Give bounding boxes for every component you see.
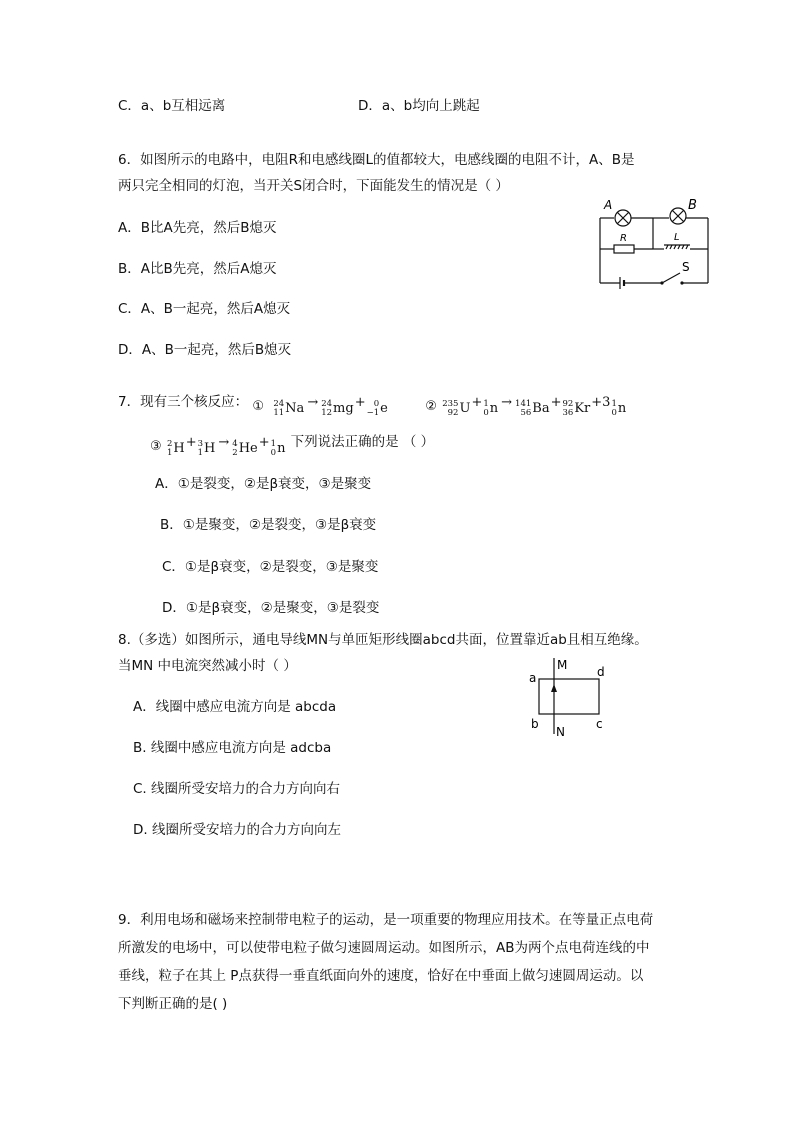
q8-option-d: D. 线圈所受安培力的合力方向向左 bbox=[133, 822, 341, 838]
q5-option-c: C．a、b互相远离 bbox=[118, 98, 226, 114]
q6-option-b: B．A比B先亮，然后A熄灭 bbox=[118, 261, 277, 277]
q6-fig-label-a: A bbox=[604, 198, 613, 212]
q6-fig-label-b: B bbox=[688, 198, 697, 213]
q9-stem-line-4: 下判断正确的是( ) bbox=[118, 996, 228, 1012]
q6-stem-line-2: 两只完全相同的灯泡，当开关S闭合时，下面能发生的情况是（ ） bbox=[118, 178, 509, 194]
q8-fig-label-m: M bbox=[557, 658, 568, 672]
q6-option-d: D．A、B一起亮，然后B熄灭 bbox=[118, 342, 292, 358]
q7-marker-3: ③ bbox=[150, 439, 162, 454]
q5-option-d: D．a、b均向上跳起 bbox=[358, 98, 480, 114]
q7-intro: 7．现有三个核反应： bbox=[118, 394, 249, 410]
q7-option-b: B．①是聚变，②是裂变，③是β衰变 bbox=[160, 517, 377, 533]
q8-option-b: B. 线圈中感应电流方向是 adcba bbox=[133, 740, 332, 756]
q8-fig-label-b: b bbox=[531, 717, 539, 731]
q8-stem-line-1: 8.（多选）如图所示，通电导线MN与单匝矩形线圈abcd共面，位置靠近ab且相互绝缘。 bbox=[118, 632, 648, 648]
q8-fig-label-d: d bbox=[597, 665, 605, 679]
q7-reaction-3-line bbox=[150, 430, 434, 461]
q8-fig-label-n: N bbox=[556, 725, 565, 739]
q7-option-c: C．①是β衰变，②是裂变，③是聚变 bbox=[162, 559, 379, 575]
q6-fig-label-s: S bbox=[682, 260, 690, 274]
q6-option-c: C．A、B一起亮，然后A熄灭 bbox=[118, 301, 291, 317]
q7-question-tail: 下列说法正确的是 （ ） bbox=[290, 434, 435, 450]
q7-reaction-2: 235 92 U + 1 0 n → 141 56 Ba + 92 36 Kr +3 1 0 n bbox=[442, 395, 627, 418]
q6-fig-label-r: R bbox=[620, 233, 627, 244]
q6-stem-line-1: 6．如图所示的电路中，电阻R和电感线圈L的值都较大，电感线圈的电阻不计，A、B是 bbox=[118, 152, 635, 168]
q6-circuit-diagram bbox=[590, 195, 720, 295]
q9-stem-line-1: 9．利用电场和磁场来控制带电粒子的运动，是一项重要的物理应用技术。在等量正点电荷 bbox=[118, 912, 654, 928]
q8-coil-diagram bbox=[525, 656, 615, 742]
q7-marker-2: ② bbox=[425, 399, 437, 414]
q6-option-a: A．B比A先亮，然后B熄灭 bbox=[118, 220, 277, 236]
q9-stem-line-2: 所激发的电场中，可以使带电粒子做匀速圆周运动。如图所示，AB为两个点电荷连线的中 bbox=[118, 940, 650, 956]
q7-option-a: A．①是裂变，②是β衰变，③是聚变 bbox=[155, 476, 372, 492]
q8-option-c: C. 线圈所受安培力的合力方向向右 bbox=[133, 781, 341, 797]
q8-option-a: A．线圈中感应电流方向是 abcda bbox=[133, 699, 337, 715]
q7-marker-1: ① bbox=[252, 399, 265, 414]
q9-stem-line-3: 垂线，粒子在其上 P点获得一垂直纸面向外的速度，恰好在中垂面上做匀速圆周运动。以 bbox=[118, 968, 644, 984]
q8-stem-line-2: 当MN 中电流突然减小时（ ） bbox=[118, 658, 297, 674]
q7-reaction-1: 24 11 Na → 24 12 mg + 0 −1 e bbox=[273, 395, 388, 418]
q7-reaction-line bbox=[118, 390, 627, 421]
q8-fig-label-c: c bbox=[596, 717, 603, 731]
q8-fig-label-a: a bbox=[529, 671, 537, 685]
q7-reaction-3: 2 1 H + 3 1 H → 4 2 He + 1 0 n bbox=[166, 435, 286, 458]
q7-option-d: D．①是β衰变，②是聚变，③是裂变 bbox=[162, 600, 380, 616]
q6-fig-label-l: L bbox=[674, 232, 680, 243]
